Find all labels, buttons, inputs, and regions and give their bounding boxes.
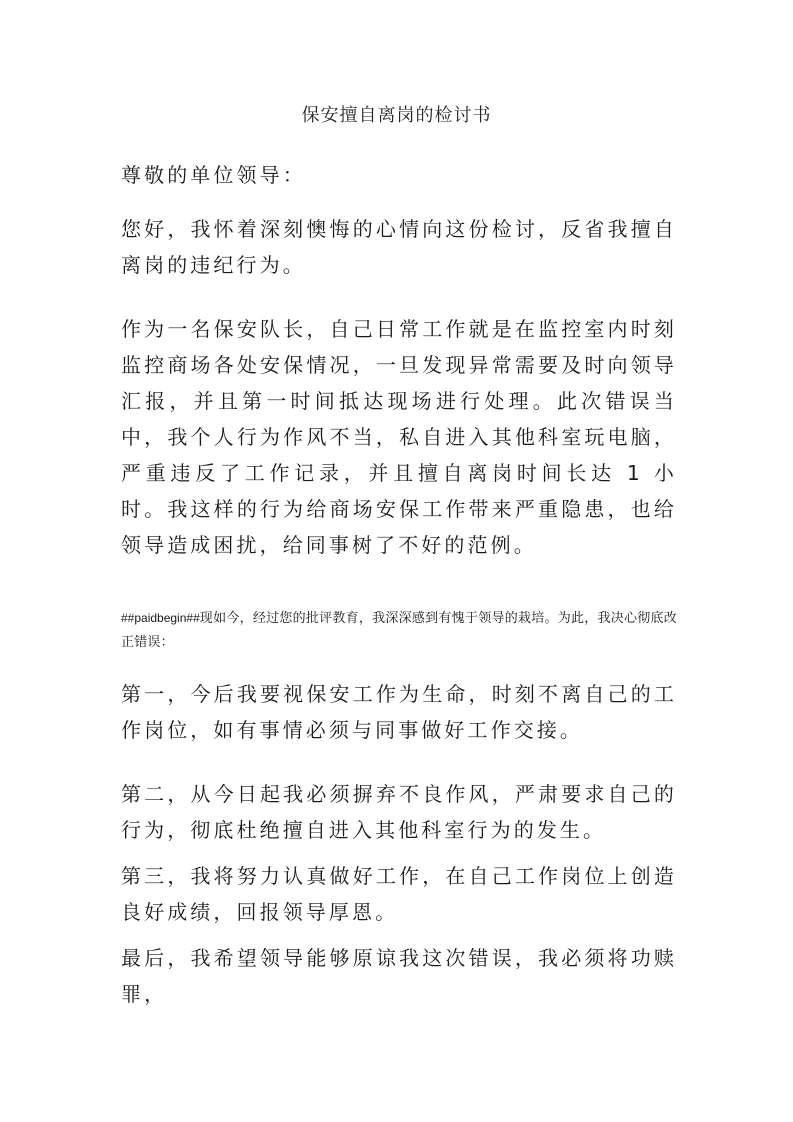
paragraph-first-point: 第一，今后我要视保安工作为生命，时刻不离自己的工作岗位，如有事情必须与同事做好工作交接。 [121, 682, 677, 742]
paragraph-intro: 您好，我怀着深刻懊悔的心情向这份检讨，反省我擅自离岗的违纪行为。 [121, 217, 677, 277]
paragraph-second-point: 第二，从今日起我必须摒弃不良作风，严肃要求自己的行为，彻底杜绝擅自进入其他科室行为的发生。 [121, 782, 677, 842]
paragraph-resolution [121, 606, 677, 655]
paragraph-third-point: 第三，我将努力认真做好工作，在自己工作岗位上创造良好成绩，回报领导厚恩。 [121, 864, 677, 924]
paid-begin-marker: ##paidbegin## [121, 611, 200, 625]
resolution-text: 现如今，经过您的批评教育，我深深感到有愧于领导的栽培。为此，我决心彻底改正错误： [121, 611, 677, 650]
document-title: 保安擅自离岗的检讨书 [301, 105, 492, 126]
salutation: 尊敬的单位领导： [121, 163, 306, 187]
paragraph-closing: 最后，我希望领导能够原谅我这次错误，我必须将功赎罪， [121, 946, 677, 1006]
paragraph-context: 作为一名保安队长，自己日常工作就是在监控室内时刻监控商场各处安保情况，一旦发现异常需要及时向领导汇报，并且第一时间抵达现场进行处理。此次错误当中，我个人行为作风不当，私自进入其他科室玩电脑，严重违反了工作记录，并且擅自离岗时间长达 1 小时。我这样的行为给商场安保工作带来严重隐患，也给领导造成困扰，给同事树了不好的范例。 [121, 317, 677, 557]
